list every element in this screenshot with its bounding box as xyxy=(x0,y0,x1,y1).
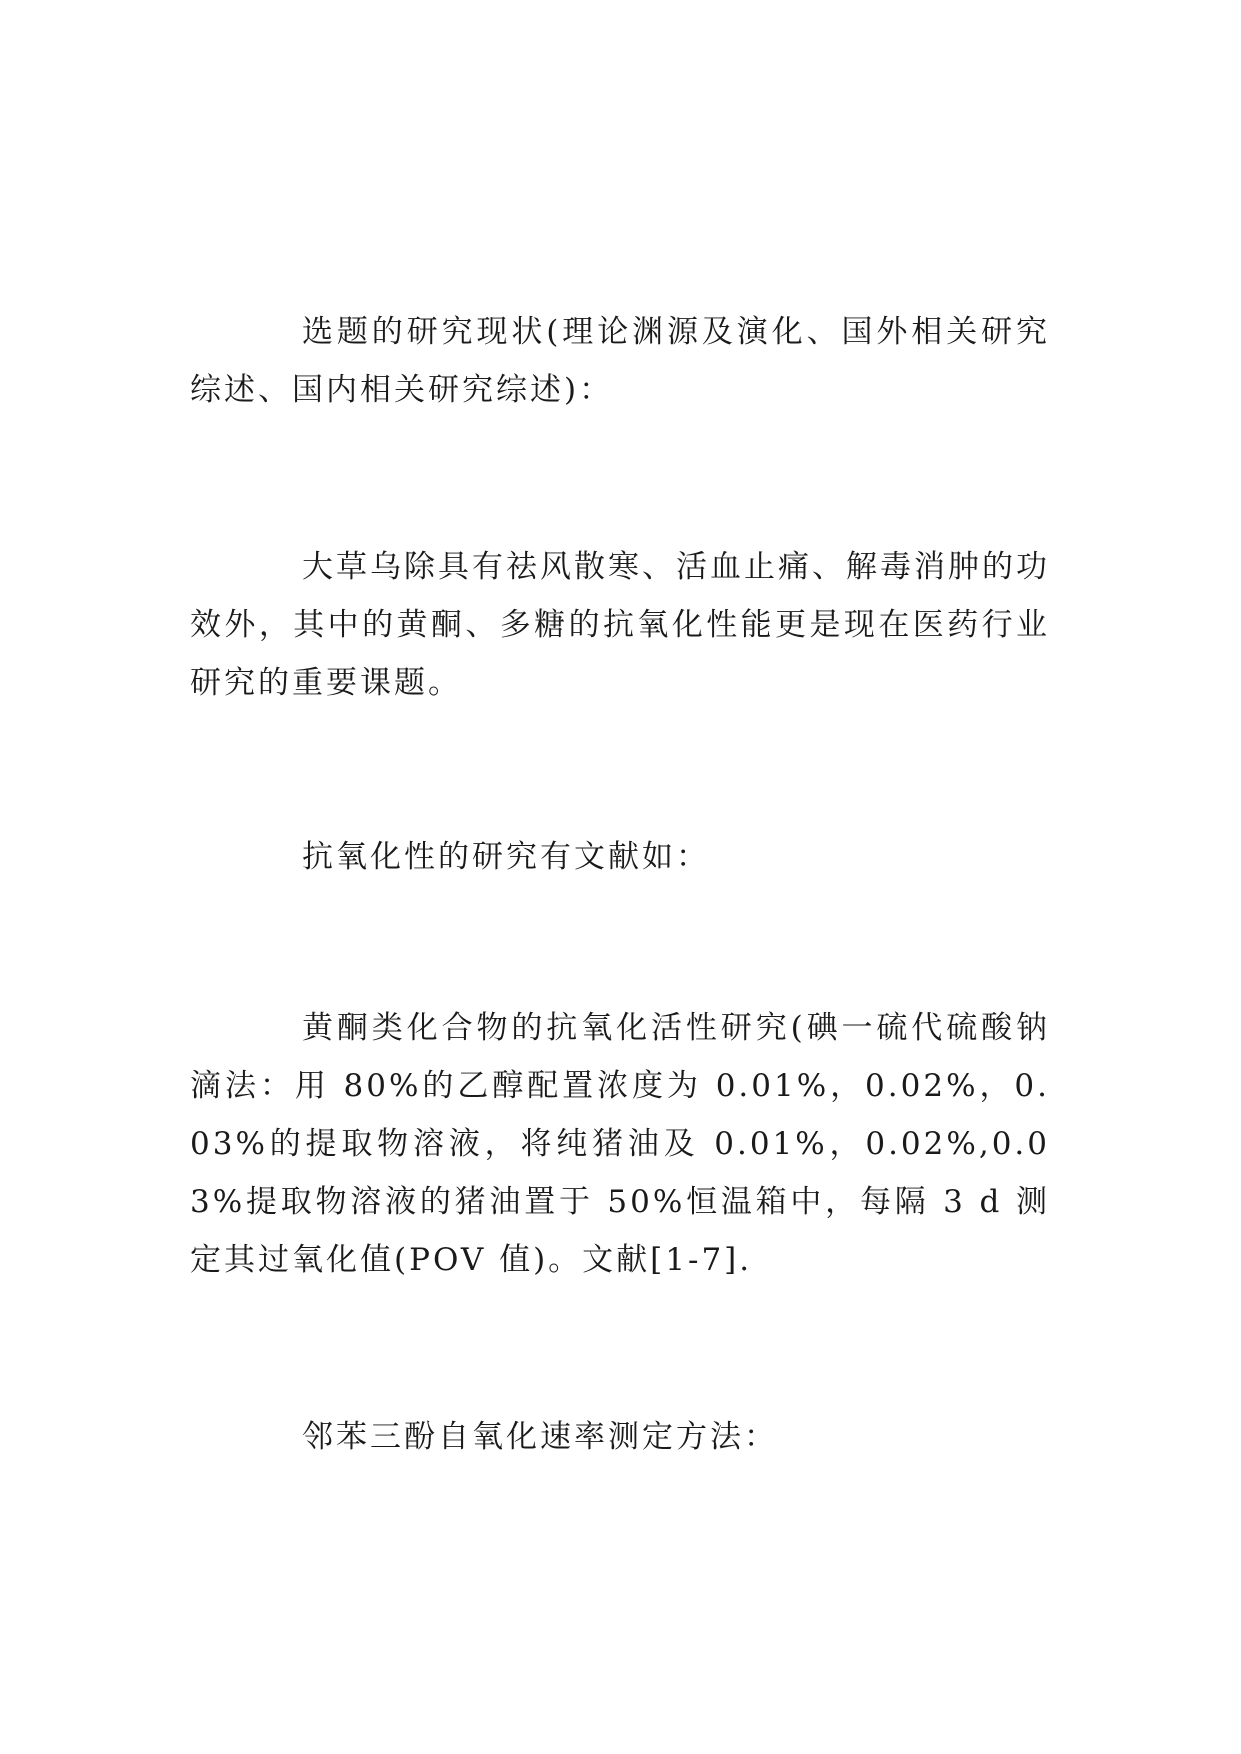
pyrogallol-method-heading: 邻苯三酚自氧化速率测定方法： xyxy=(302,1419,778,1455)
research-status-heading: 选题的研究现状(理论渊源及演化、国外相关研究综述、国内相关研究综述)： xyxy=(190,314,1050,408)
intro-paragraph: 大草乌除具有祛风散寒、活血止痛、解毒消肿的功效外，其中的黄酮、多糖的抗氧化性能更是现在医药行业研究的重要课题。 xyxy=(190,549,1050,701)
antioxidant-literature-heading: 抗氧化性的研究有文献如： xyxy=(302,839,710,875)
flavonoid-method-paragraph: 黄酮类化合物的抗氧化活性研究(碘一硫代硫酸钠滴法：用 80%的乙醇配置浓度为 0.01%，0.02%，0.03%的提取物溶液，将纯猪油及 0.01%，0.02%,0.03%提取物溶液的猪油置于 50%恒温箱中，每隔 3 d 测定其过氧化值(POV 值)。文献[1-7]. xyxy=(190,1010,1050,1278)
